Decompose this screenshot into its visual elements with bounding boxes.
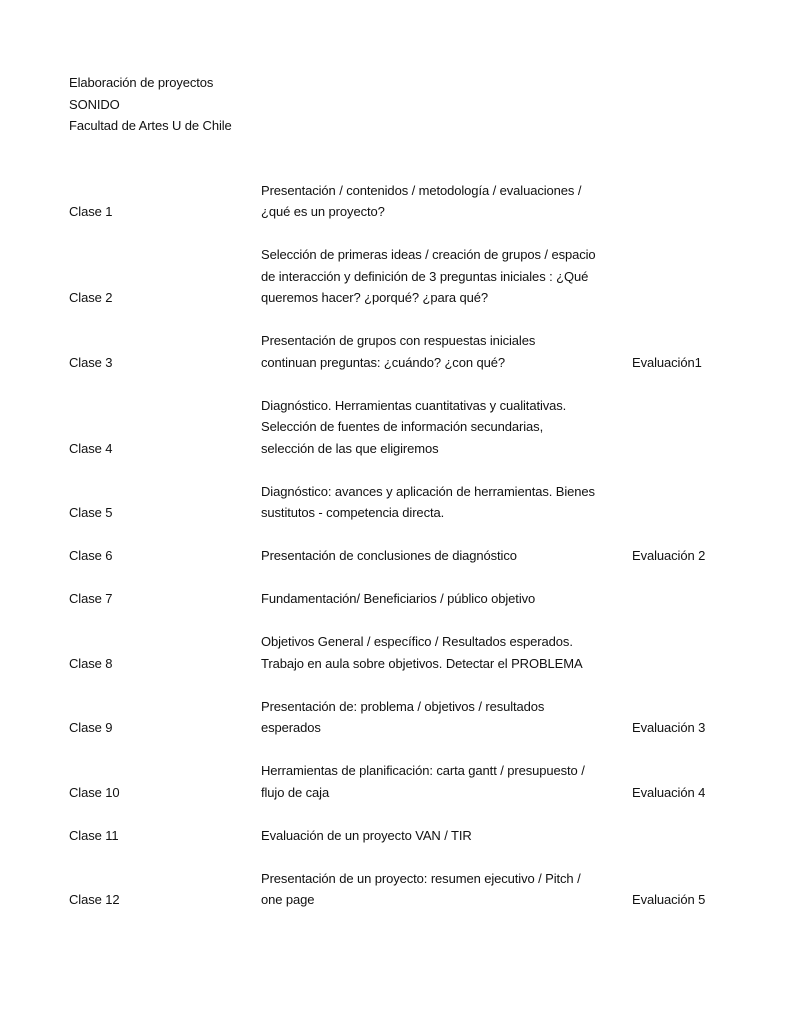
description-line: Presentación / contenidos / metodología / evaluaciones / <box>261 182 582 198</box>
class-row <box>69 545 749 567</box>
class-row <box>69 631 749 674</box>
class-row <box>69 868 749 911</box>
description-line: queremos hacer? ¿porqué? ¿para qué? <box>261 290 489 305</box>
faculty-name: Facultad de Artes U de Chile <box>69 118 232 133</box>
description-line: Presentación de: problema / objetivos / resultados <box>261 698 545 714</box>
class-description <box>261 244 632 309</box>
evaluation-label: Evaluación 2 <box>632 548 706 563</box>
class-description <box>261 395 632 460</box>
evaluation-label: Evaluación 4 <box>632 784 706 800</box>
description-line: esperados <box>261 720 321 735</box>
description-line: Diagnóstico: avances y aplicación de herramientas. Bienes <box>261 483 595 499</box>
class-label: Clase 5 <box>69 505 113 520</box>
description-line: Objetivos General / específico / Resultados esperados. <box>261 634 573 649</box>
description-line: Diagnóstico. Herramientas cuantitativas y cualitativas. <box>261 397 567 413</box>
evaluation-label: Evaluación 3 <box>632 720 706 735</box>
evaluation-label: Evaluación1 <box>632 354 702 370</box>
description-line: Presentación de grupos con respuestas iniciales <box>261 333 536 348</box>
description-line: sustitutos - competencia directa. <box>261 505 445 520</box>
class-description <box>261 481 632 524</box>
class-description <box>261 588 632 610</box>
class-label: Clase 2 <box>69 290 113 305</box>
class-row <box>69 180 749 223</box>
class-label: Clase 1 <box>69 204 113 219</box>
class-row <box>69 244 749 309</box>
class-description <box>261 696 632 739</box>
class-label: Clase 8 <box>69 655 113 671</box>
description-line: selección de las que eligiremos <box>261 440 439 456</box>
evaluation-label: Evaluación 5 <box>632 892 706 907</box>
description-line: flujo de caja <box>261 784 330 800</box>
class-description <box>261 825 632 847</box>
class-description <box>261 760 632 803</box>
class-label: Clase 7 <box>69 591 113 606</box>
description-line: Selección de primeras ideas / creación de grupos / espacio <box>261 247 596 262</box>
class-schedule <box>69 180 749 911</box>
description-line: Evaluación de un proyecto VAN / TIR <box>261 827 472 843</box>
class-row <box>69 395 749 460</box>
course-title: Elaboración de proyectos <box>69 75 214 90</box>
class-description <box>261 180 632 223</box>
class-label: Clase 11 <box>69 827 119 843</box>
description-line: Selección de fuentes de información secundarias, <box>261 419 544 434</box>
description-line: Fundamentación/ Beneficiarios / público objetivo <box>261 591 536 606</box>
class-label: Clase 10 <box>69 784 120 800</box>
class-row <box>69 760 749 803</box>
class-description <box>261 545 632 567</box>
class-label: Clase 4 <box>69 440 113 456</box>
class-label: Clase 12 <box>69 892 120 907</box>
document-header <box>69 72 749 137</box>
description-line: Herramientas de planificación: carta gantt / presupuesto / <box>261 763 585 778</box>
description-line: continuan preguntas: ¿cuándo? ¿con qué? <box>261 354 506 370</box>
class-label: Clase 3 <box>69 354 113 370</box>
class-label: Clase 6 <box>69 548 113 563</box>
class-row <box>69 825 749 847</box>
description-line: de interacción y definición de 3 preguntas iniciales : ¿Qué <box>261 268 589 284</box>
class-row <box>69 481 749 524</box>
class-label: Clase 9 <box>69 720 113 735</box>
class-row <box>69 330 749 373</box>
description-line: ¿qué es un proyecto? <box>261 204 385 219</box>
class-description <box>261 631 632 674</box>
description-line: one page <box>261 892 315 907</box>
document-page <box>69 72 749 932</box>
program-name: SONIDO <box>69 96 120 112</box>
description-line: Presentación de un proyecto: resumen ejecutivo / Pitch / <box>261 870 581 886</box>
class-row <box>69 588 749 610</box>
class-row <box>69 696 749 739</box>
description-line: Presentación de conclusiones de diagnóstico <box>261 548 517 563</box>
description-line: Trabajo en aula sobre objetivos. Detectar el PROBLEMA <box>261 655 583 671</box>
class-description <box>261 868 632 911</box>
class-description <box>261 330 632 373</box>
